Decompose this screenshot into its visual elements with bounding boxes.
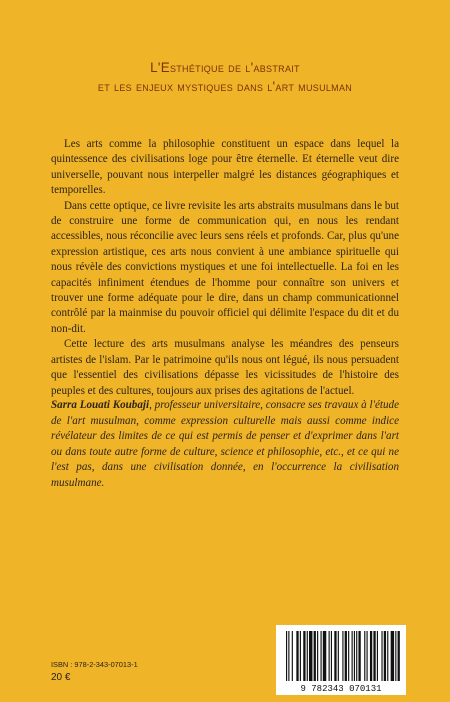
barcode-bar [292, 631, 293, 681]
book-title-line-2: et les enjeux mystiques dans l'art musulman [97, 79, 353, 94]
barcode-bar [348, 631, 349, 681]
barcode-bar [364, 631, 365, 681]
summary-text [51, 137, 399, 399]
barcode-bar [342, 631, 343, 681]
barcode-bar [334, 631, 336, 681]
barcode-bar [329, 631, 330, 681]
barcode-bar [352, 631, 353, 681]
barcode-bar [331, 631, 332, 681]
author-bio [51, 398, 399, 491]
book-title-line-1: L'Esthétique de l'abstrait [150, 60, 300, 75]
price-label: 20 € [51, 672, 71, 683]
barcode-bar [321, 631, 322, 681]
barcode-bar [358, 631, 360, 681]
barcode-bar [370, 631, 372, 681]
barcode-bar [303, 631, 305, 681]
barcode-bar [345, 631, 347, 681]
summary-paragraph-3: Cette lecture des arts musulmans analyse les méandres des penseurs artistes de l'islam. Par le patrimoine qu'ils nous ont légué, ils nous persuadent que l'essentiel des civilisations dépasse les vicissitudes de l'histoire des peuples et des cultures, toujours aux prises des agitations de l'actuel. [51, 338, 399, 397]
barcode [276, 625, 406, 695]
barcode-bar [323, 631, 326, 681]
barcode-bar [387, 631, 388, 681]
barcode-bar [300, 631, 301, 681]
barcode-bar [354, 631, 355, 681]
barcode-bar [381, 631, 382, 681]
barcode-bar [356, 631, 357, 681]
barcode-bars [286, 631, 400, 681]
barcode-bar [317, 631, 318, 681]
barcode-bar [377, 631, 378, 681]
book-title [0, 58, 450, 96]
summary-paragraph-2: Dans cette optique, ce livre revisite les arts abstraits musulmans dans le but de construire une forme de communication qui, en nous les rendant accessibles, nous réconcilie avec leurs sens réels et profonds. Car, plus qu'une expression artistique, ces arts nous convient à une ambiance spirituelle qui nous révèle des convictions mystiques et une foi intellectuelle. La foi en les capacités infiniment étendues de l'homme pour connaître son univers et trouver une forme adéquate pour le dire, dans un champ communicationnel contrôlé par la mainmise du pouvoir officiel qui délimite l'espace du dit et du non-dit. [51, 199, 399, 335]
isbn-label: ISBN : 978-2-343-07013-1 [51, 660, 138, 669]
barcode-bar [391, 631, 394, 681]
barcode-digits: 9 782343 070131 [300, 684, 382, 694]
barcode-bar [367, 631, 368, 681]
barcode-bar [309, 631, 312, 681]
barcode-bar [296, 631, 298, 681]
barcode-bar [307, 631, 308, 681]
barcode-bar [314, 631, 316, 681]
author-name: Sarra Louati Koubaji [51, 399, 150, 411]
summary-paragraph-1: Les arts comme la philosophie constituent un espace dans lequel la quintessence des civilisations loge pour être éternelle. Et éternelle veut dire universelle, pouvant nous interpeller malgré les distances géographiques et temporelles. [51, 138, 399, 197]
barcode-bar [338, 631, 339, 681]
barcode-bar [288, 631, 289, 681]
barcode-bar [286, 631, 287, 681]
barcode-bar [395, 631, 396, 681]
barcode-bar [398, 631, 400, 681]
author-bio-text: , professeur universitaire, consacre ses travaux à l'étude de l'art musulman, comme expression culturelle mais aussi comme indice révélateur des limites de ce qui est permis de penser et d'exprimer dans l'art ou dans toute autre forme de culture, science et philosophie, etc., et ce qui ne l'est pas, dans une civilisation donnée, en l'occurrence la civilisation musulmane. [51, 399, 400, 489]
barcode-graphic [276, 625, 406, 695]
barcode-bar [384, 631, 386, 681]
barcode-bar [373, 631, 375, 681]
